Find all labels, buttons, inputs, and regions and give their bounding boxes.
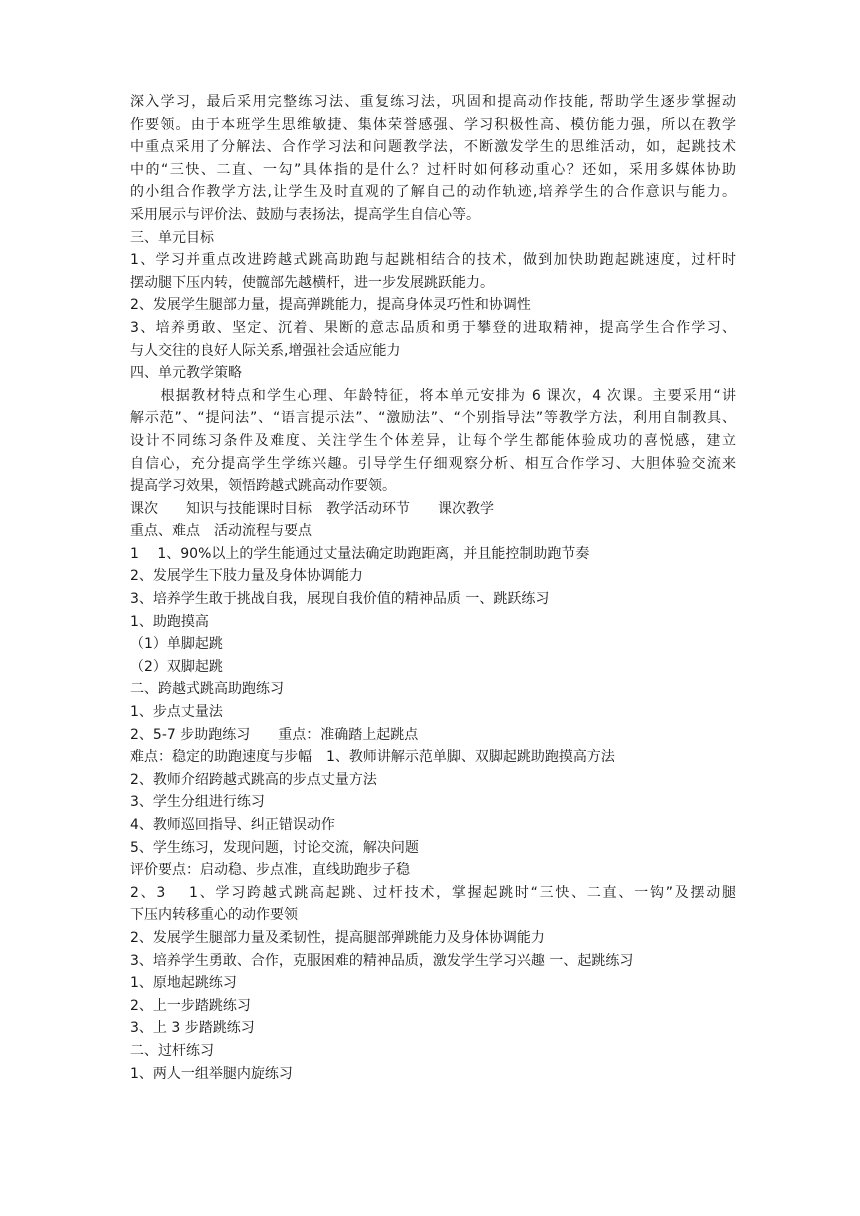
text-line: 解示范”、“提问法”、“语言提示法”、“激励法”、“个别指导法”等教学方法，利用自制教具、 (130, 410, 736, 427)
text-line: 三、单元目标 (130, 229, 214, 246)
text-line: 提高学习效果，领悟跨越式跳高动作要领。 (130, 478, 396, 495)
text-line: 4、教师巡回指导、纠正错误动作 (130, 817, 335, 833)
text-line: 1、学习并重点改进跨越式跳高助跑与起跳相结合的技术，做到加快助跑起跳速度，过杆时 (130, 252, 736, 269)
text-line: 中重点采用了分解法、合作学习法和问题教学法，不断激发学生的思维活动，如，起跳技术 (130, 139, 736, 156)
text-line: 1、步点丈量法 (130, 704, 223, 721)
text-line: 自信心，充分提高学生学练兴趣。引导学生仔细观察分析、相互合作学习、大胆体验交流来 (130, 455, 736, 472)
text-line: 难点：稳定的助跑速度与步幅 1、教师讲解示范单脚、双脚起跳助跑摸高方法 (130, 749, 615, 766)
text-line: 3、培养学生敢于挑战自我，展现自我价值的精神品质 一、跳跃练习 (130, 591, 550, 608)
text-line: 与人交往的良好人际关系,增强社会适应能力 (130, 342, 401, 359)
text-line: 课次 知识与技能课时目标 教学活动环节 课次教学 (130, 500, 494, 517)
text-line: （1）单脚起跳 (130, 636, 223, 653)
text-line: 中的“三快、二直、一勾”具体指的是什么？过杆时如何移动重心？还如，采用多媒体协助 (130, 161, 736, 178)
text-line: 根据教材特点和学生心理、年龄特征，将本单元安排为 6 课次，4 次课。主要采用“讲 (130, 387, 736, 404)
text-line: 2、教师介绍跨越式跳高的步点丈量方法 (130, 771, 377, 788)
text-line: 下压内转移重心的动作要领 (130, 907, 298, 924)
text-line: 重点、难点 活动流程与要点 (130, 523, 312, 540)
text-line: 3、培养学生勇敢、合作，克服困难的精神品质，激发学生学习兴趣 一、起跳练习 (130, 952, 634, 969)
text-line: 2、上一步踏跳练习 (130, 997, 251, 1014)
text-line: 设计不同练习条件及难度、关注学生个体差异，让每个学生都能体验成功的喜悦感，建立 (130, 432, 736, 449)
text-line: 5、学生练习，发现问题，讨论交流，解决问题 (130, 839, 419, 856)
text-line: 采用展示与评价法、鼓励与表扬法，提高学生自信心等。 (130, 206, 480, 223)
text-line: 二、过杆练习 (130, 1042, 214, 1059)
text-line: 作要领。由于本班学生思维敏捷、集体荣誉感强、学习积极性高、模仿能力强，所以在教学 (130, 116, 736, 133)
text-line: （2）双脚起跳 (130, 658, 223, 675)
text-line: 评价要点：启动稳、步点准，直线助跑步子稳 (130, 862, 410, 879)
text-line: 1、助跑摸高 (130, 613, 209, 630)
text-line: 的小组合作教学方法,让学生及时直观的了解自己的动作轨迹,培养学生的合作意识与能力。 (130, 184, 736, 201)
text-line: 3、培养勇敢、坚定、沉着、果断的意志品质和勇于攀登的进取精神，提高学生合作学习、 (130, 319, 736, 336)
text-line: 四、单元教学策略 (130, 365, 242, 382)
text-line: 摆动腿下压内转，使髋部先越横杆，进一步发展跳跃能力。 (130, 274, 494, 291)
text-line: 2、5-7 步助跑练习 重点：准确踏上起跳点 (130, 726, 419, 743)
document-body (130, 91, 736, 1085)
text-line: 深入学习，最后采用完整练习法、重复练习法，巩固和提高动作技能, 帮助学生逐步掌握动 (130, 94, 736, 110)
text-line: 3、学生分组进行练习 (130, 794, 265, 811)
text-line: 2、发展学生腿部力量，提高弹跳能力，提高身体灵巧性和协调性 (130, 297, 531, 314)
text-line: 2、3 1、学习跨越式跳高起跳、过杆技术，掌握起跳时“三快、二直、一钩”及摆动腿 (130, 884, 736, 901)
text-line: 2、发展学生下肢力量及身体协调能力 (130, 568, 363, 585)
text-line: 3、上 3 步踏跳练习 (130, 1020, 255, 1037)
text-line: 1、原地起跳练习 (130, 975, 237, 992)
text-line: 2、发展学生腿部力量及柔韧性，提高腿部弹跳能力及身体协调能力 (130, 929, 545, 946)
text-line: 1 1、90%以上的学生能通过丈量法确定助跑距离，并且能控制助跑节奏 (130, 545, 590, 562)
text-line: 1、两人一组举腿内旋练习 (130, 1065, 293, 1082)
text-line: 二、跨越式跳高助跑练习 (130, 681, 284, 698)
